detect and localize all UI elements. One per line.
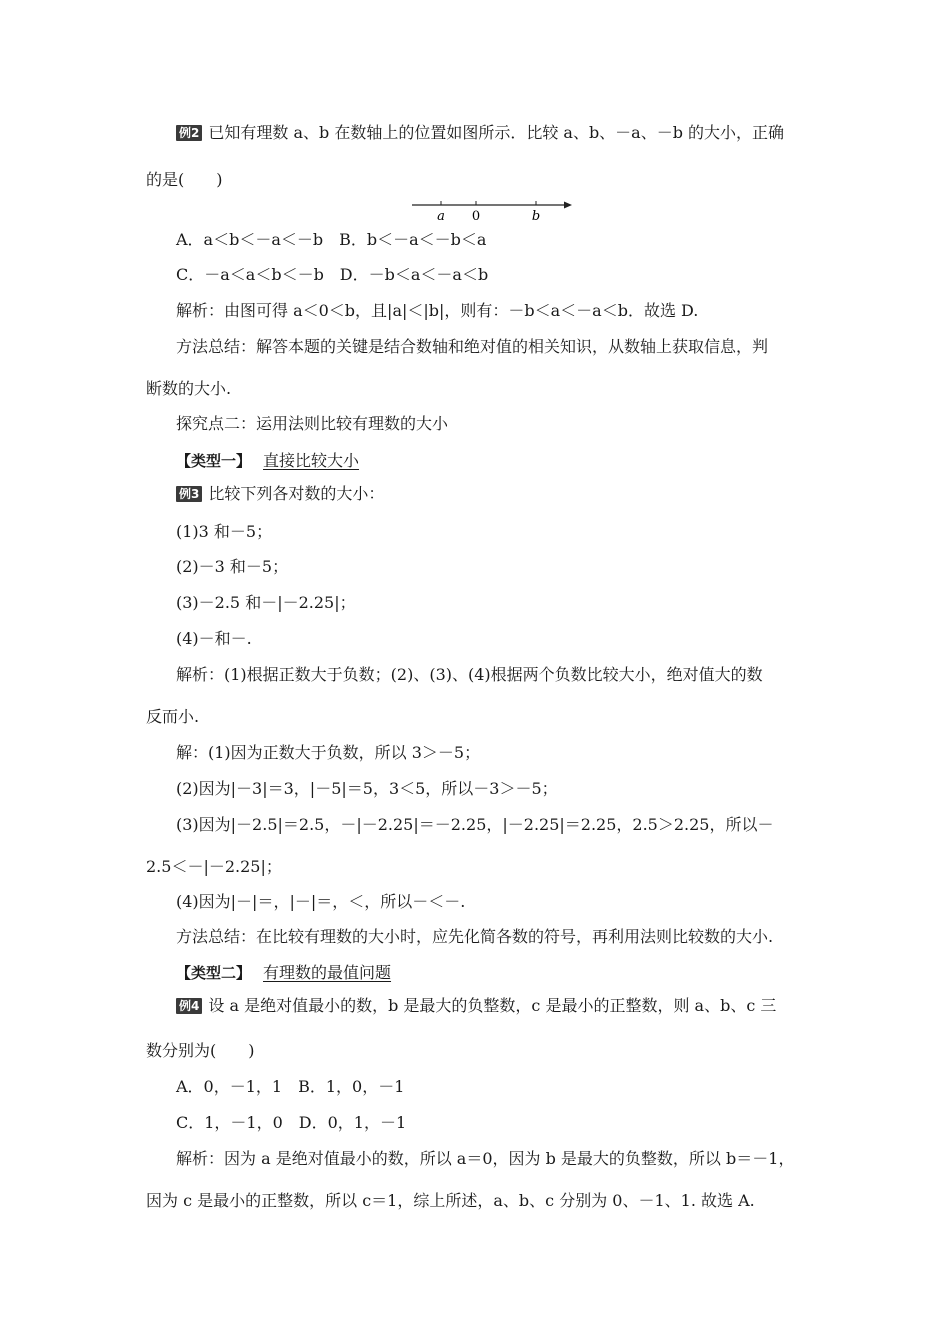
example-2-line-2: 的是( )	[146, 170, 223, 189]
example-3-item-4: (4)－和－.	[176, 629, 252, 648]
label-zero: 0	[471, 209, 481, 224]
example-2-options-cd: C．－a＜a＜b＜－b D．－b＜a＜－a＜b	[176, 265, 489, 284]
example-4-options-ab: A．0，－1，1 B．1，0，－1	[176, 1077, 405, 1096]
type-2-title: 有理数的最值问题	[263, 963, 392, 982]
example-3-solution-2: (2)因为|－3|＝3，|－5|＝5，3＜5，所以－3＞－5；	[176, 779, 558, 798]
label-b: b	[531, 209, 541, 224]
number-line-arrow	[564, 202, 572, 209]
example-3-item-3: (3)－2.5 和－|－2.25|；	[176, 593, 356, 612]
type-2-heading	[176, 963, 391, 983]
example-2-badge: 例2	[176, 125, 202, 141]
type-1-label: 【类型一】	[176, 452, 252, 470]
example-3-solution-3a: (3)因为|－2.5|＝2.5，－|－2.25|＝－2.25，|－2.25|＝2.25，2.5＞2.25，所以－	[176, 815, 774, 834]
number-line-figure	[410, 196, 580, 226]
type-1-heading	[176, 451, 359, 471]
example-4-options-cd: C．1，－1，0 D．0，1，－1	[176, 1113, 407, 1132]
example-3-solution-3b: 2.5＜－|－2.25|；	[146, 857, 282, 876]
example-2-options-ab: A．a＜b＜－a＜－b B．b＜－a＜－b＜a	[176, 230, 487, 249]
example-3-analysis-1: 解析：(1)根据正数大于负数；(2)、(3)、(4)根据两个负数比较大小，绝对值大的数	[176, 665, 763, 684]
example-4-question-text: 设 a 是绝对值最小的数，b 是最大的负整数，c 是最小的正整数，则 a、b、c 三	[208, 996, 777, 1015]
example-3-analysis-2: 反而小.	[146, 707, 200, 726]
label-a: a	[437, 209, 445, 224]
example-3-item-2: (2)－3 和－5；	[176, 557, 289, 576]
type-1-title: 直接比较大小	[263, 451, 360, 470]
section-2-heading: 探究点二：运用法则比较有理数的大小	[176, 414, 449, 433]
example-4-analysis-1: 解析：因为 a 是绝对值最小的数，所以 a＝0，因为 b 是最大的负整数，所以 b＝－1，	[176, 1149, 795, 1168]
example-3-item-1: (1)3 和－5；	[176, 522, 273, 541]
example-2-analysis: 解析：由图可得 a＜0＜b，且|a|＜|b|，则有：－b＜a＜－a＜b．故选 D.	[176, 301, 699, 320]
example-3-solution-4: (4)因为|－|＝，|－|＝，＜，所以－＜－.	[176, 892, 466, 911]
example-2-summary-1: 方法总结：解答本题的关键是结合数轴和绝对值的相关知识，从数轴上获取信息，判	[176, 337, 769, 356]
example-2-summary-2: 断数的大小.	[146, 379, 232, 398]
example-2-question-text: 已知有理数 a、b 在数轴上的位置如图所示．比较 a、b、－a、－b 的大小，正确	[208, 123, 785, 142]
example-4-line-2: 数分别为( )	[146, 1041, 255, 1060]
example-4-badge: 例4	[176, 998, 202, 1014]
example-3-solution-1: 解：(1)因为正数大于负数，所以 3＞－5；	[176, 743, 481, 762]
example-2-line-1	[176, 123, 784, 143]
example-3-summary: 方法总结：在比较有理数的大小时，应先化简各数的符号，再利用法则比较数的大小.	[176, 927, 774, 946]
example-3-prompt: 比较下列各对数的大小：	[208, 484, 385, 503]
example-3-badge: 例3	[176, 486, 202, 502]
example-3-line	[176, 484, 384, 504]
example-4-line-1	[176, 996, 776, 1016]
example-4-analysis-2: 因为 c 是最小的正整数，所以 c＝1，综上所述，a、b、c 分别为 0、－1、1. 故选 A.	[146, 1191, 755, 1210]
type-2-label: 【类型二】	[176, 964, 252, 982]
